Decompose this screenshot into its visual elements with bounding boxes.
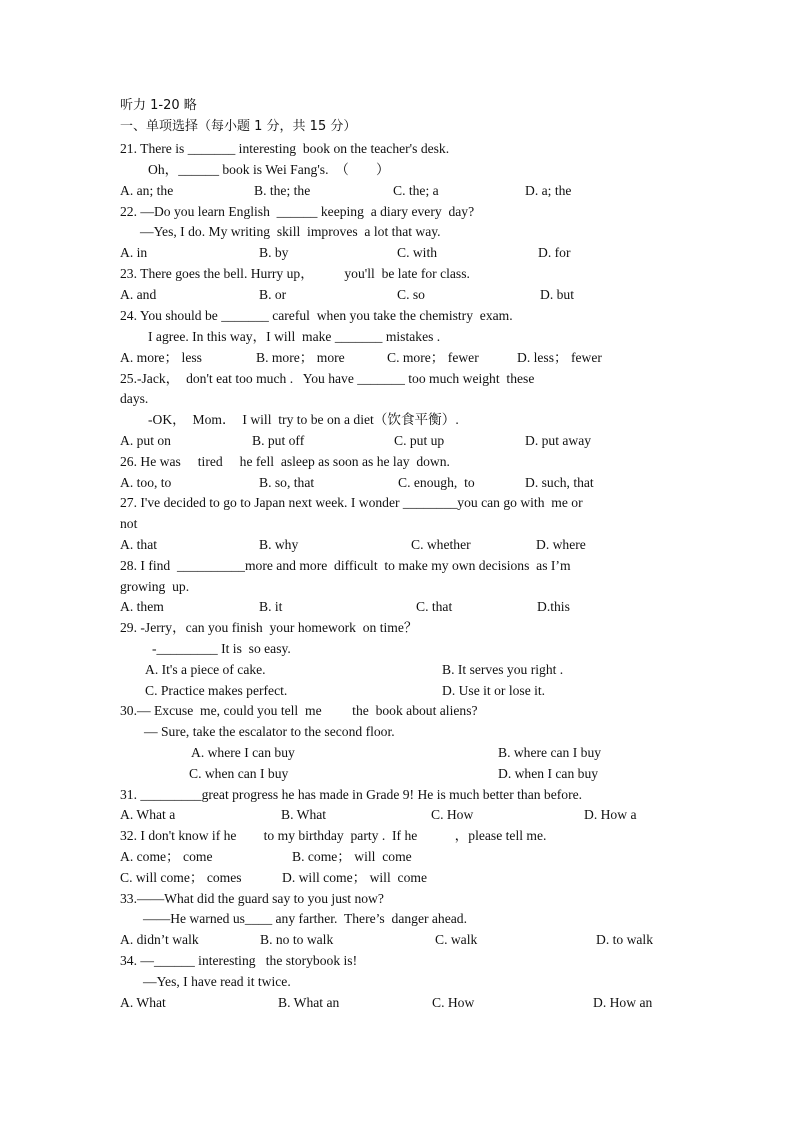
question-22-stem: 22. —Do you learn English ______ keeping a diary every day? xyxy=(120,204,475,219)
question-21-stem: 21. There is _______ interesting book on the teacher's desk. xyxy=(120,141,450,156)
question-34-option-d: D. How an xyxy=(593,995,653,1010)
question-29-option-c: C. Practice makes perfect. xyxy=(145,683,288,698)
question-32-stem: 32. I don't know if he to my birthday party . If he ，please tell me. xyxy=(120,828,547,843)
question-21-option-b: B. the; the xyxy=(254,183,311,198)
question-27-option-a: A. that xyxy=(120,537,157,552)
section-title: 一、单项选择（每小题 1 分，共 15 分） xyxy=(120,119,357,134)
question-24-option-c: C. more； fewer xyxy=(387,350,479,365)
question-29-option-b: B. It serves you right . xyxy=(442,662,564,677)
question-27-stem: 27. I've decided to go to Japan next week. I wonder ________you can go with me or xyxy=(120,495,583,510)
question-28-stem: 28. I find __________more and more difficult to make my own decisions as I’m xyxy=(120,558,571,573)
question-27-option-d: D. where xyxy=(536,537,586,552)
question-28-option-a: A. them xyxy=(120,599,164,614)
question-27-option-c: C. whether xyxy=(411,537,471,552)
question-33-option-c: C. walk xyxy=(435,932,478,947)
question-22-option-a: A. in xyxy=(120,245,148,260)
question-29-option-a: A. It's a piece of cake. xyxy=(145,662,266,677)
question-21-line2: Oh，______ book is Wei Fang's. （ ） xyxy=(148,162,390,177)
question-34-option-a: A. What xyxy=(120,995,166,1010)
question-32-option-b: B. come； will come xyxy=(292,849,412,864)
question-26-stem: 26. He was tired he fell asleep as soon as he lay down. xyxy=(120,454,450,469)
question-32-option-a: A. come； come xyxy=(120,849,213,864)
question-25-line3: -OK， Mom． I will try to be on a diet（饮食平衡）. xyxy=(148,412,459,427)
question-29-line2: -_________ It is so easy. xyxy=(152,641,291,656)
question-30-option-c: C. when can I buy xyxy=(189,766,289,781)
question-21-option-d: D. a; the xyxy=(525,183,572,198)
question-30-line2: — Sure, take the escalator to the second floor. xyxy=(144,724,395,739)
question-22-line2: —Yes, I do. My writing skill improves a lot that way. xyxy=(140,224,441,239)
question-30-option-d: D. when I can buy xyxy=(498,766,599,781)
question-30-stem: 30.— Excuse me, could you tell me the book about aliens? xyxy=(120,703,478,718)
question-28-line2: growing up. xyxy=(120,579,190,594)
question-34-option-c: C. How xyxy=(432,995,475,1010)
question-25-option-b: B. put off xyxy=(252,433,305,448)
question-24-option-b: B. more； more xyxy=(256,350,345,365)
question-33-option-a: A. didn’t walk xyxy=(120,932,199,947)
question-24-option-d: D. less； fewer xyxy=(517,350,602,365)
question-33-option-d: D. to walk xyxy=(596,932,654,947)
question-24-line2: I agree. In this way，I will make _______ mistakes . xyxy=(148,329,441,344)
question-26-option-a: A. too, to xyxy=(120,475,172,490)
question-22-option-c: C. with xyxy=(397,245,438,260)
question-31-option-d: D. How a xyxy=(584,807,637,822)
question-24-stem: 24. You should be _______ careful when you take the chemistry exam. xyxy=(120,308,513,323)
question-29-stem: 29. -Jerry，can you finish your homework on time？ xyxy=(120,620,418,635)
question-25-option-c: C. put up xyxy=(394,433,445,448)
question-30-option-b: B. where can I buy xyxy=(498,745,602,760)
question-31-option-c: C. How xyxy=(431,807,474,822)
question-34-option-b: B. What an xyxy=(278,995,340,1010)
question-21-option-c: C. the; a xyxy=(393,183,439,198)
listening-note: 听力 1-20 略 xyxy=(120,98,197,113)
question-33-stem: 33.——What did the guard say to you just now? xyxy=(120,891,384,906)
question-34-stem: 34. —______ interesting the storybook is! xyxy=(120,953,358,968)
question-23-option-a: A. and xyxy=(120,287,157,302)
question-28-option-b: B. it xyxy=(259,599,283,614)
question-23-option-c: C. so xyxy=(397,287,425,302)
question-23-stem: 23. There goes the bell. Hurry up， you'll be late for class. xyxy=(120,266,470,281)
question-31-option-a: A. What a xyxy=(120,807,176,822)
question-34-line2: —Yes, I have read it twice. xyxy=(143,974,291,989)
question-28-option-d: D.this xyxy=(537,599,570,614)
question-25-option-d: D. put away xyxy=(525,433,592,448)
question-32-option-d: D. will come； will come xyxy=(282,870,427,885)
question-25-stem: 25.-Jack， don't eat too much . You have _______ too much weight these xyxy=(120,371,535,386)
question-22-option-b: B. by xyxy=(259,245,289,260)
question-26-option-d: D. such, that xyxy=(525,475,594,490)
question-30-option-a: A. where I can buy xyxy=(191,745,295,760)
question-33-line2: ——He warned us____ any farther. There’s danger ahead. xyxy=(143,911,467,926)
question-31-option-b: B. What xyxy=(281,807,327,822)
question-26-option-b: B. so, that xyxy=(259,475,315,490)
question-26-option-c: C. enough, to xyxy=(398,475,475,490)
question-25-line2: days. xyxy=(120,391,149,406)
question-24-option-a: A. more； less xyxy=(120,350,202,365)
question-29-option-d: D. Use it or lose it. xyxy=(442,683,546,698)
question-27-line2: not xyxy=(120,516,138,531)
question-21-option-a: A. an; the xyxy=(120,183,174,198)
question-22-option-d: D. for xyxy=(538,245,571,260)
question-33-option-b: B. no to walk xyxy=(260,932,334,947)
question-23-option-d: D. but xyxy=(540,287,574,302)
question-28-option-c: C. that xyxy=(416,599,453,614)
question-32-option-c: C. will come； comes xyxy=(120,870,242,885)
question-25-option-a: A. put on xyxy=(120,433,171,448)
question-23-option-b: B. or xyxy=(259,287,287,302)
question-27-option-b: B. why xyxy=(259,537,299,552)
question-31-stem: 31. _________great progress he has made in Grade 9! He is much better than before. xyxy=(120,787,583,802)
